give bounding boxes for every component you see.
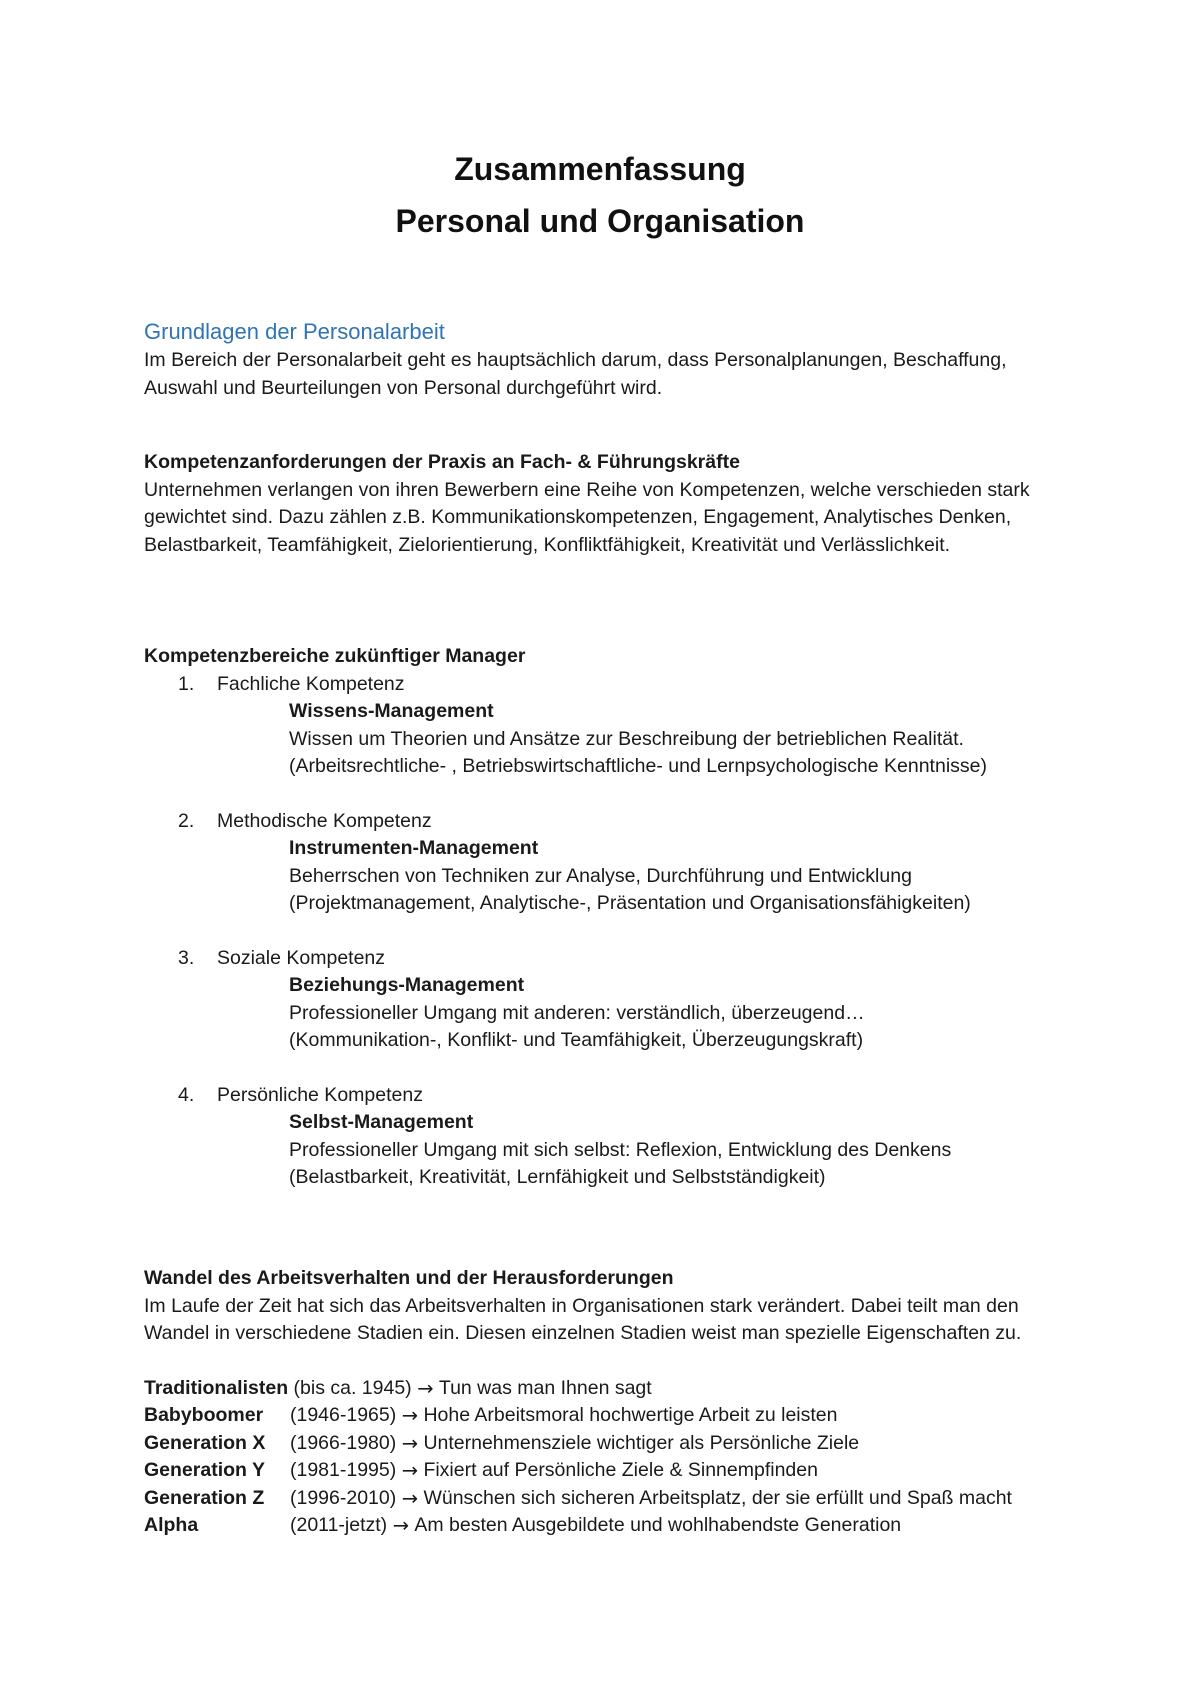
section-text: Im Bereich der Personalarbeit geht es hauptsächlich darum, dass Personalplanungen, Beschaffung, Auswahl und Beurteilungen von Personal durchgeführt wird. <box>144 349 1007 399</box>
generation-period: (1946-1965) <box>290 1404 397 1426</box>
generation-row <box>144 1457 1074 1485</box>
list-number: 2. <box>178 809 195 832</box>
arrow-right-icon: → <box>401 1404 419 1427</box>
list-item <box>144 1082 1074 1110</box>
section-kompetenzbereiche <box>144 643 1074 1192</box>
management-examples: (Arbeitsrechtliche- , Betriebswirtschaftliche- und Lernpsychologische Kenntnisse) <box>289 755 987 777</box>
generation-name: Traditionalisten <box>144 1376 289 1399</box>
list-item-label: Methodische Kompetenz <box>217 809 432 832</box>
management-examples: (Projektmanagement, Analytische-, Präsentation und Organisationsfähigkeiten) <box>289 892 971 914</box>
list-item-label: Soziale Kompetenz <box>217 946 386 969</box>
list-item-details <box>144 835 1074 918</box>
list-item <box>144 671 1074 699</box>
generation-name: Generation Z <box>144 1486 265 1509</box>
list-number: 1. <box>178 672 195 695</box>
generation-name: Generation Y <box>144 1459 266 1481</box>
section-heading: Kompetenzanforderungen der Praxis an Fach- & Führungskräfte <box>144 451 740 473</box>
list-number: 3. <box>178 946 195 969</box>
generation-period: (1966-1980) <box>290 1431 397 1454</box>
management-description: Beherrschen von Techniken zur Analyse, Durchführung und Entwicklung <box>289 864 912 887</box>
generation-name: Babyboomer <box>144 1404 264 1426</box>
list-item <box>144 808 1074 836</box>
generation-description: Fixiert auf Persönliche Ziele & Sinnempfinden <box>423 1459 818 1481</box>
generation-description: Hohe Arbeitsmoral hochwertige Arbeit zu leisten <box>423 1404 838 1426</box>
generation-description: Am besten Ausgebildete und wohlhabendste Generation <box>414 1514 902 1536</box>
section-wandel <box>144 1265 1074 1540</box>
arrow-right-icon: → <box>417 1376 434 1400</box>
arrow-right-icon: → <box>401 1486 419 1510</box>
list-item-details <box>144 698 1074 781</box>
generations-list <box>144 1375 1074 1540</box>
title-line-1: Zusammenfassung <box>454 151 746 187</box>
generation-row <box>144 1485 1074 1513</box>
management-description: Professioneller Umgang mit anderen: verständlich, überzeugend… <box>289 1001 865 1024</box>
list-number: 4. <box>178 1083 195 1106</box>
section-heading: Grundlagen der Personalarbeit <box>144 319 445 344</box>
section-kompetenzanforderungen <box>144 449 1074 559</box>
generation-period: (1981-1995) <box>290 1459 397 1481</box>
generation-period: (2011-jetzt) <box>290 1514 388 1536</box>
list-item-details <box>144 1109 1074 1192</box>
management-description: Professioneller Umgang mit sich selbst: Reflexion, Entwicklung des Denkens <box>289 1138 952 1161</box>
management-label: Beziehungs-Management <box>289 974 525 996</box>
management-label: Selbst-Management <box>289 1111 474 1133</box>
title-line-2: Personal und Organisation <box>395 203 805 239</box>
management-examples: (Belastbarkeit, Kreativität, Lernfähigkeit und Selbstständigkeit) <box>289 1166 826 1188</box>
generation-description: Unternehmensziele wichtiger als Persönliche Ziele <box>423 1431 860 1454</box>
generation-period: (1996-2010) <box>290 1486 397 1509</box>
management-label: Wissens-Management <box>289 700 494 722</box>
section-heading: Wandel des Arbeitsverhalten und der Herausforderungen <box>144 1267 674 1289</box>
generation-name: Alpha <box>144 1514 199 1536</box>
management-examples: (Kommunikation-, Konflikt- und Teamfähigkeit, Überzeugungskraft) <box>289 1029 864 1051</box>
arrow-right-icon: → <box>401 1431 419 1455</box>
generation-description: Wünschen sich sicheren Arbeitsplatz, der sie erfüllt und Spaß macht <box>423 1486 1012 1509</box>
management-label: Instrumenten-Management <box>289 837 539 859</box>
management-description: Wissen um Theorien und Ansätze zur Beschreibung der betrieblichen Realität. <box>289 727 964 750</box>
list-item-label: Persönliche Kompetenz <box>217 1083 423 1106</box>
section-text: Unternehmen verlangen von ihren Bewerbern eine Reihe von Kompetenzen, welche verschieden stark gewichtet sind. Dazu zählen z.B. Kommunikationskompetenzen, Engagement, Analytisches Denken, Belastbarkeit, Teamfähigkeit, Zielorientierung, Konfliktfähigkeit, Kreativität und Verlässlichkeit. <box>144 478 1030 556</box>
generation-row <box>144 1402 1074 1430</box>
generation-description: Tun was man Ihnen sagt <box>438 1376 652 1399</box>
generation-row <box>144 1375 1074 1403</box>
arrow-right-icon: → <box>392 1514 409 1537</box>
section-grundlagen <box>144 317 1074 402</box>
section-text: Im Laufe der Zeit hat sich das Arbeitsverhalten in Organisationen stark verändert. Dabei teilt man den Wandel in verschiedene Stadien ein. Diesen einzelnen Stadien weist man spezielle Eigenschaften zu. <box>144 1294 1022 1344</box>
generation-name: Generation X <box>144 1431 266 1454</box>
list-item-details <box>144 972 1074 1055</box>
list-item <box>144 945 1074 973</box>
list-item-label: Fachliche Kompetenz <box>217 672 405 695</box>
generation-row <box>144 1430 1074 1458</box>
generation-row <box>144 1512 1074 1540</box>
arrow-right-icon: → <box>401 1459 419 1482</box>
document-title <box>0 143 1200 247</box>
section-heading: Kompetenzbereiche zukünftiger Manager <box>144 645 526 667</box>
generation-period: (bis ca. 1945) <box>293 1376 412 1399</box>
